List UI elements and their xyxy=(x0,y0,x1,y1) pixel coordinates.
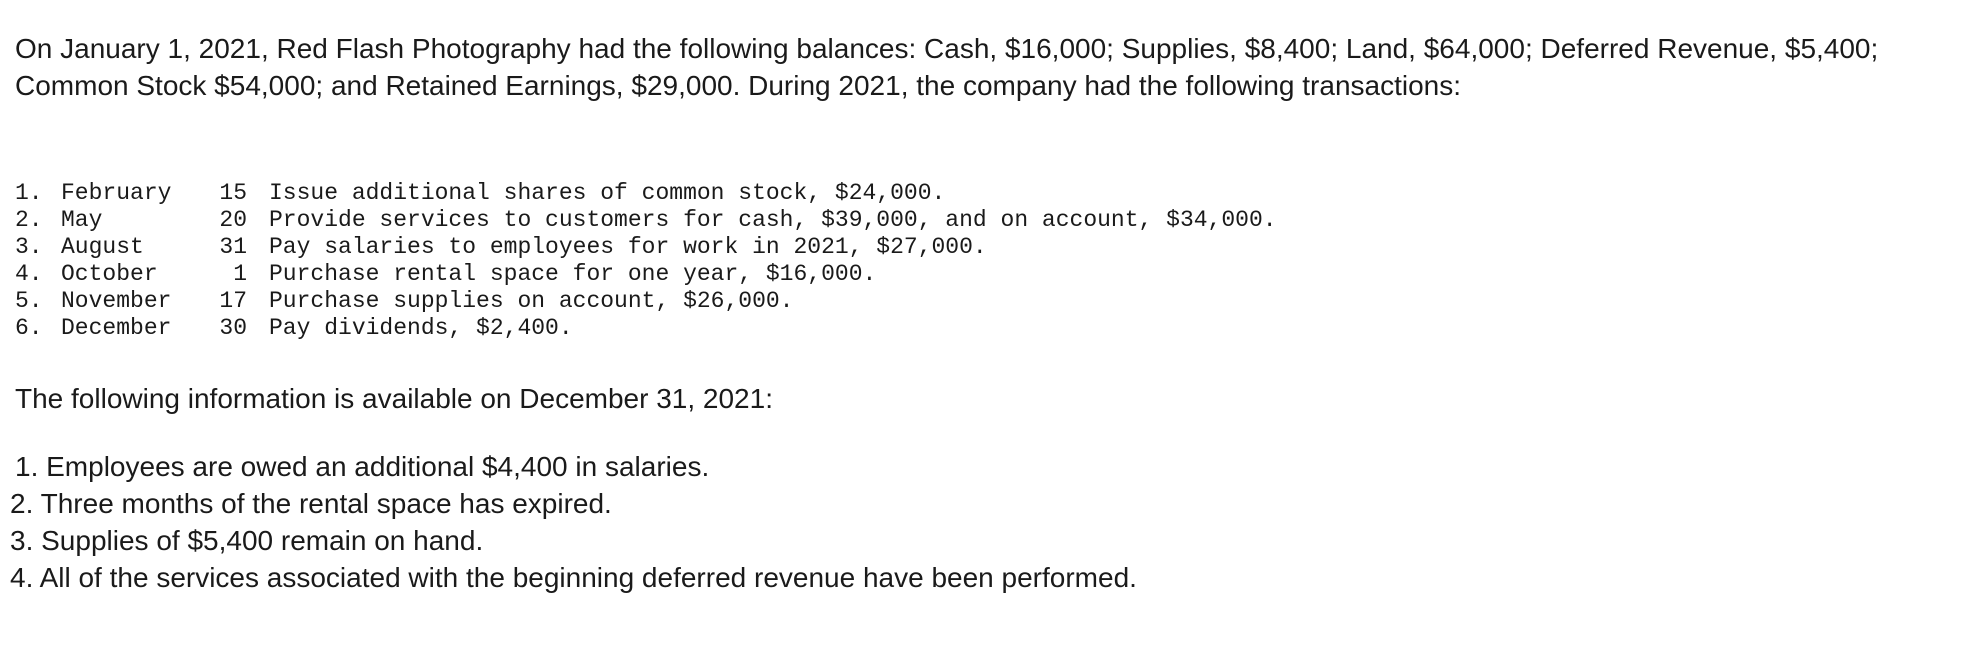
transaction-day: 15 xyxy=(219,180,247,206)
transaction-day: 17 xyxy=(219,288,247,314)
transaction-month: February xyxy=(61,180,172,206)
transaction-description: Pay salaries to employees for work in 2021, $27,000. xyxy=(269,234,987,260)
transaction-day: 31 xyxy=(219,234,247,260)
transaction-number: 3. xyxy=(15,234,43,260)
year-end-info-list xyxy=(10,448,1137,596)
info-item: 2. Three months of the rental space has expired. xyxy=(10,488,612,519)
transaction-list xyxy=(15,180,1277,342)
transaction-number: 5. xyxy=(15,288,43,314)
transaction-month: May xyxy=(61,207,103,233)
info-item: 4. All of the services associated with the beginning deferred revenue have been performed. xyxy=(10,562,1137,593)
transaction-month: December xyxy=(61,315,172,341)
info-heading: The following information is available on December 31, 2021: xyxy=(15,383,773,414)
transaction-day: 30 xyxy=(219,315,247,341)
transaction-row xyxy=(15,288,1277,315)
transaction-number: 2. xyxy=(15,207,43,233)
transaction-day: 20 xyxy=(219,207,247,233)
transaction-month: August xyxy=(61,234,144,260)
transaction-day: 1 xyxy=(233,261,247,287)
transaction-description: Purchase supplies on account, $26,000. xyxy=(269,288,794,314)
transaction-description: Pay dividends, $2,400. xyxy=(269,315,573,341)
transaction-description: Purchase rental space for one year, $16,000. xyxy=(269,261,877,287)
problem-intro: On January 1, 2021, Red Flash Photography had the following balances: Cash, $16,000; Supplies, $8,400; Land, $64,000; Deferred Revenue, $5,400; Common Stock $54,000; and Retained Earnings, $29,000. During 2021, the company had the following transactions: xyxy=(15,33,1879,101)
transaction-row xyxy=(15,261,1277,288)
transaction-month: November xyxy=(61,288,172,314)
transaction-row xyxy=(15,234,1277,261)
transaction-description: Issue additional shares of common stock, $24,000. xyxy=(269,180,946,206)
info-item: 3. Supplies of $5,400 remain on hand. xyxy=(10,525,484,556)
transaction-number: 4. xyxy=(15,261,43,287)
transaction-number: 6. xyxy=(15,315,43,341)
info-item: 1. Employees are owed an additional $4,400 in salaries. xyxy=(15,451,710,482)
transaction-row xyxy=(15,207,1277,234)
transaction-row xyxy=(15,315,1277,342)
transaction-month: October xyxy=(61,261,158,287)
transaction-description: Provide services to customers for cash, $39,000, and on account, $34,000. xyxy=(269,207,1277,233)
transaction-row xyxy=(15,180,1277,207)
transaction-number: 1. xyxy=(15,180,43,206)
